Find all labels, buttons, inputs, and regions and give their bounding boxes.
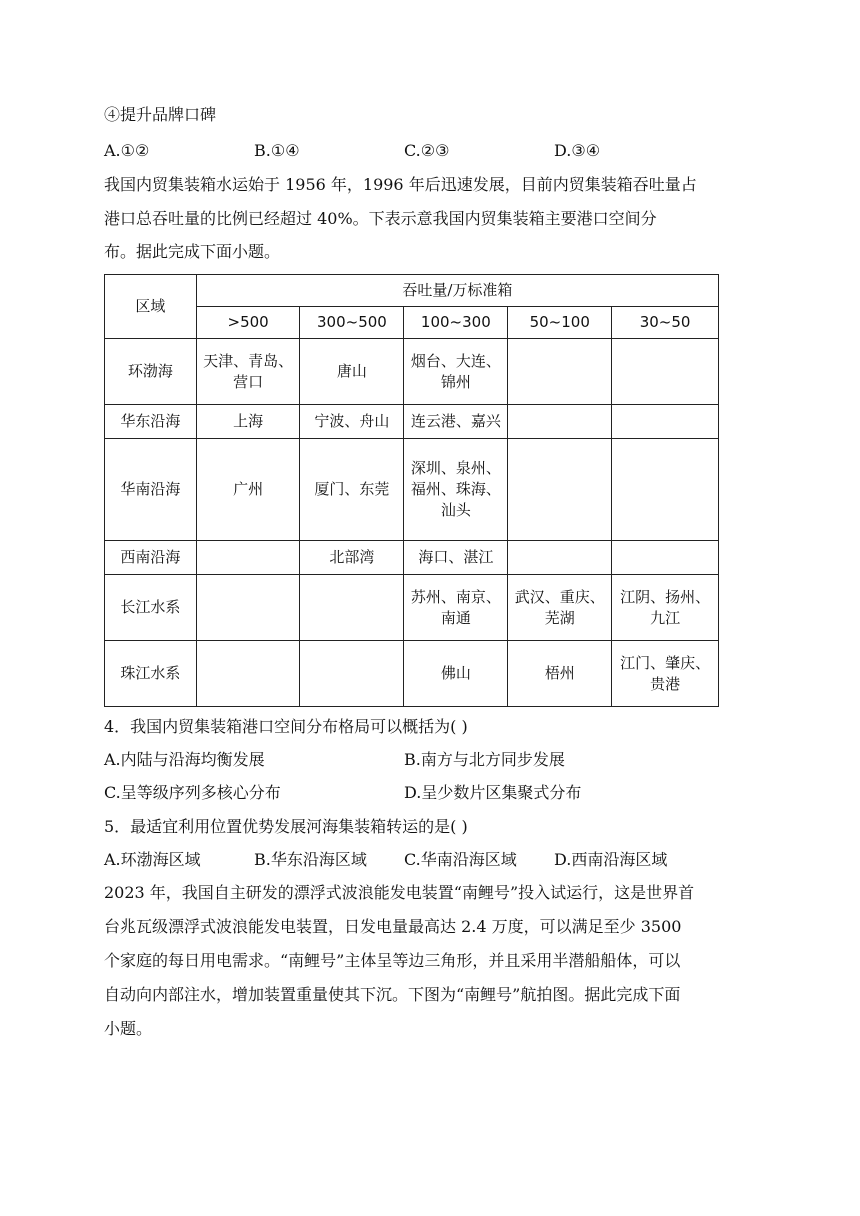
- port-cell: 宁波、舟山: [300, 405, 404, 439]
- q4-option-b: B.南方与北方同步发展: [404, 750, 565, 769]
- port-cell: [612, 541, 719, 575]
- region-cell: 环渤海: [105, 339, 197, 405]
- port-distribution-table: [104, 274, 719, 707]
- passage1-line-1: 我国内贸集装箱水运始于 1956 年，1996 年后迅速发展，目前内贸集装箱吞吐量占: [104, 175, 697, 194]
- q3-option-b: B.①④: [254, 141, 300, 160]
- passage1-line-2: 港口总吞吐量的比例已经超过 40%。下表示意我国内贸集装箱主要港口空间分: [104, 209, 657, 228]
- port-cell: [508, 439, 612, 541]
- port-cell: 深圳、泉州、福州、珠海、汕头: [404, 439, 508, 541]
- port-cell: [508, 541, 612, 575]
- port-cell: 武汉、重庆、芜湖: [508, 575, 612, 641]
- port-cell: 厦门、东莞: [300, 439, 404, 541]
- table-row: [105, 575, 719, 641]
- q4-option-c: C.呈等级序列多核心分布: [104, 783, 281, 802]
- port-cell: 海口、湛江: [404, 541, 508, 575]
- port-cell: 江阴、扬州、九江: [612, 575, 719, 641]
- passage1-line-3: 布。据此完成下面小题。: [104, 242, 281, 261]
- port-cell: [612, 405, 719, 439]
- port-cell: 唐山: [300, 339, 404, 405]
- port-cell: [196, 575, 300, 641]
- port-cell: [196, 641, 300, 707]
- port-cell: 连云港、嘉兴: [404, 405, 508, 439]
- range-header: 50~100: [508, 307, 612, 339]
- port-cell: 苏州、南京、南通: [404, 575, 508, 641]
- passage2-line-5: 小题。: [104, 1019, 153, 1038]
- question-4-stem: 4．我国内贸集装箱港口空间分布格局可以概括为( ): [104, 717, 468, 736]
- q5-options: [104, 849, 754, 871]
- q5-option-c: C.华南沿海区域: [404, 850, 517, 869]
- region-cell: 珠江水系: [105, 641, 197, 707]
- port-cell: [508, 405, 612, 439]
- region-cell: 华东沿海: [105, 405, 197, 439]
- q3-option-a: A.①②: [104, 141, 150, 160]
- port-cell: 江门、肇庆、贵港: [612, 641, 719, 707]
- region-cell: 华南沿海: [105, 439, 197, 541]
- port-cell: [300, 575, 404, 641]
- table-row: [105, 641, 719, 707]
- table-row: [105, 439, 719, 541]
- port-cell: [612, 439, 719, 541]
- port-cell: 北部湾: [300, 541, 404, 575]
- range-header: 30~50: [612, 307, 719, 339]
- q4-option-d: D.呈少数片区集聚式分布: [404, 783, 582, 802]
- port-cell: [508, 339, 612, 405]
- passage2-line-1: 2023 年，我国自主研发的漂浮式波浪能发电装置“南鲤号”投入试运行，这是世界首: [104, 883, 695, 902]
- region-header: 区域: [105, 275, 197, 339]
- region-cell: 长江水系: [105, 575, 197, 641]
- port-cell: 佛山: [404, 641, 508, 707]
- q4-option-a: A.内陆与沿海均衡发展: [104, 750, 265, 769]
- prev-option-4: ④提升品牌口碑: [104, 105, 217, 124]
- port-cell: 梧州: [508, 641, 612, 707]
- port-cell: 广州: [196, 439, 300, 541]
- port-cell: [300, 641, 404, 707]
- passage2-line-2: 台兆瓦级漂浮式波浪能发电装置，日发电量最高达 2.4 万度，可以满足至少 3500: [104, 917, 682, 936]
- q4-options-row2: [104, 782, 754, 804]
- table-row: [105, 405, 719, 439]
- range-header: 300~500: [300, 307, 404, 339]
- table-row: [105, 339, 719, 405]
- port-cell: 烟台、大连、锦州: [404, 339, 508, 405]
- range-header: >500: [196, 307, 300, 339]
- table-row: [105, 541, 719, 575]
- region-cell: 西南沿海: [105, 541, 197, 575]
- port-cell: [196, 541, 300, 575]
- q3-option-d: D.③④: [554, 141, 601, 160]
- passage2-line-4: 自动向内部注水，增加装置重量使其下沉。下图为“南鲤号”航拍图。据此完成下面: [104, 985, 681, 1004]
- port-cell: [612, 339, 719, 405]
- port-cell: 天津、青岛、营口: [196, 339, 300, 405]
- q4-options: [104, 749, 754, 771]
- q5-option-b: B.华东沿海区域: [254, 850, 367, 869]
- port-cell: 上海: [196, 405, 300, 439]
- range-header: 100~300: [404, 307, 508, 339]
- q3-options: [104, 140, 754, 162]
- q5-option-d: D.西南沿海区域: [554, 850, 668, 869]
- passage2-line-3: 个家庭的每日用电需求。“南鲤号”主体呈等边三角形，并且采用半潜船船体，可以: [104, 951, 681, 970]
- question-5-stem: 5．最适宜利用位置优势发展河海集装箱转运的是( ): [104, 817, 468, 836]
- throughput-header: 吞吐量/万标准箱: [196, 275, 718, 307]
- q3-option-c: C.②③: [404, 141, 450, 160]
- q5-option-a: A.环渤海区域: [104, 850, 201, 869]
